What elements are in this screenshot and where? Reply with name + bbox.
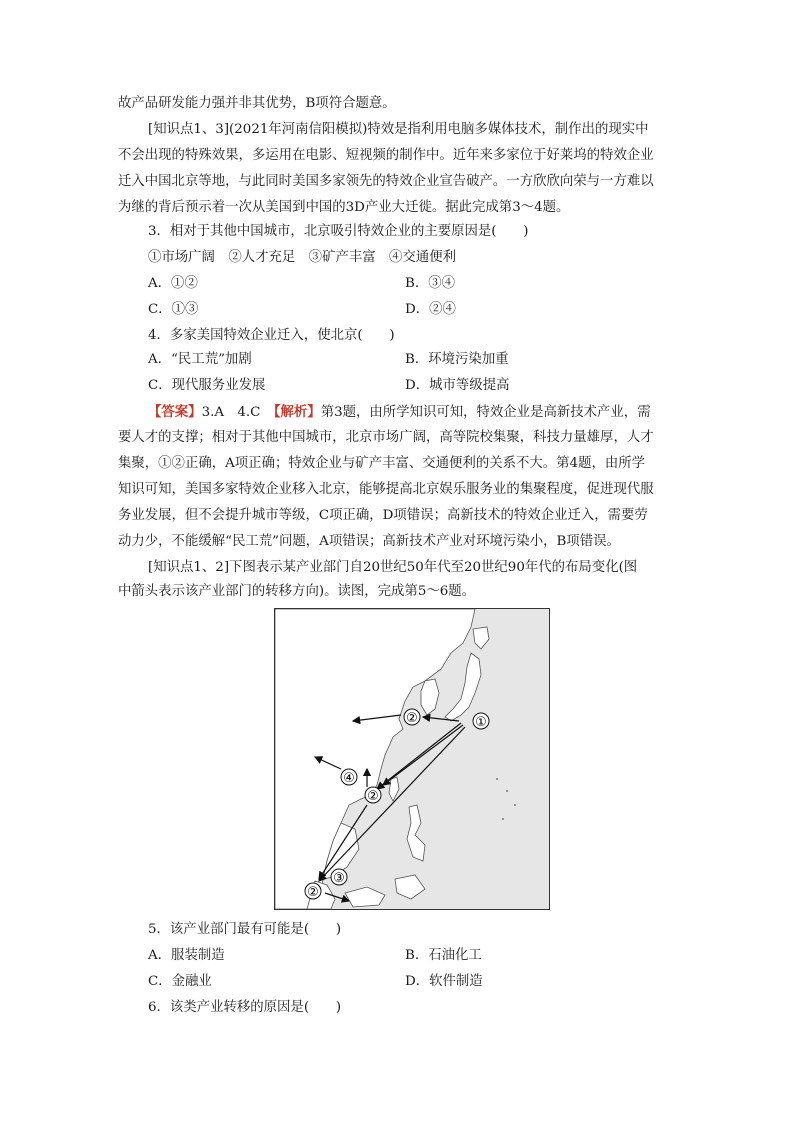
philippine-islands: [407, 805, 425, 861]
passage1-line-4: 为继的背后预示着一次从美国到中国的3D产业大迁徙。据此完成第3～4题。: [118, 200, 570, 215]
marker-southeast-asia: [331, 869, 347, 886]
analysis-line-5: 务业发展，但不会提升城市等级，C项正确，D项错误；高新技术的特效企业迁入，需要劳: [118, 508, 648, 523]
passage2-line-2: 中箭头表示该产业部门的转移方向)。读图，完成第5～6题。: [118, 584, 476, 599]
svg-text:②: ②: [367, 789, 379, 804]
question-3-option-a: A．①②: [148, 276, 198, 291]
question-4-option-d: D．城市等级提高: [405, 378, 510, 393]
answer-text: 3.A 4.C: [201, 405, 274, 420]
answer-line-1: [148, 400, 708, 425]
question-5-stem: 5．该产业部门最有可能是( ): [148, 922, 342, 937]
analysis-line-4: 知识可知，美国多家特效企业移入北京，能够提高北京娱乐服务业的集聚程度，促进现代服: [118, 482, 654, 497]
passage1-line-1: [知识点1、3](2021年河南信阳模拟)特效是指利用电脑多媒体技术，制作出的现实中: [148, 122, 649, 137]
svg-text:②: ②: [406, 711, 418, 726]
analysis-line-2: 要人才的支撑；相对于其他中国城市，北京市场广阔，高等院校集聚，科技力量雄厚，人才: [118, 430, 654, 445]
question-4-option-c: C．现代服务业发展: [148, 378, 266, 393]
question-3-items: ①市场广阔 ②人才充足 ③矿产丰富 ④交通便利: [148, 250, 456, 265]
malay-archipelago: [307, 875, 425, 909]
question-3-option-b: B．③④: [405, 276, 456, 291]
question-4-option-a: A．“民工荒”加剧: [148, 352, 252, 367]
analysis-line-3: 集聚，①②正确，A项正确；特效企业与矿产丰富、交通便利的关系不大。第4题，由所学: [118, 456, 646, 471]
analysis-tag: 【解析】: [273, 404, 321, 420]
question-5-option-a: A．服装制造: [148, 948, 225, 963]
intro-line: 故产品研发能力强并非其优势，B项符合题意。: [118, 96, 396, 111]
question-4-stem: 4．多家美国特效企业迁入，使北京( ): [148, 328, 395, 343]
passage1-line-2: 不会出现的特殊效果，多运用在电影、短视频的制作中。近年来多家位于好莱坞的特效企业: [118, 148, 654, 163]
svg-text:②: ②: [307, 885, 319, 900]
svg-text:③: ③: [333, 871, 345, 886]
question-4-option-b: B．环境污染加重: [405, 352, 509, 367]
question-3-option-c: C．①③: [148, 302, 199, 317]
svg-text:①: ①: [475, 715, 487, 730]
marker-singapore: [305, 883, 321, 900]
question-5-option-d: D．软件制造: [405, 974, 483, 989]
marker-japan: [473, 713, 489, 730]
question-6-stem: 6．该类产业转移的原因是( ): [148, 1000, 342, 1015]
industry-transfer-map: [274, 608, 550, 910]
marker-china-mainland: [341, 769, 357, 786]
marker-korea: [404, 709, 420, 726]
passage1-line-3: 迁入中国北京等地，与此同时美国多家领先的特效企业宣告破产。一方欣欣向荣与一方难以: [118, 174, 654, 189]
question-3-option-d: D．②④: [405, 302, 456, 317]
analysis-line-6: 动力少，不能缓解“民工荒”问题，A项错误；高新技术产业对环境污染小，B项错误。: [118, 534, 620, 549]
question-5-option-c: C．金融业: [148, 974, 212, 989]
analysis-first-line: 第3题，由所学知识可知，特效企业是高新技术产业，需: [320, 405, 651, 420]
passage2-line-1: [知识点1、2]下图表示某产业部门自20世纪50年代至20世纪90年代的布局变化(图: [148, 560, 638, 575]
question-5-option-b: B．石油化工: [405, 948, 482, 963]
svg-text:④: ④: [343, 771, 355, 786]
mainland-china: [275, 609, 475, 909]
marker-hongkong-taiwan: [365, 787, 381, 804]
map-svg: [275, 609, 549, 909]
question-3-stem: 3．相对于其他中国城市，北京吸引特效企业的主要原因是( ): [148, 224, 529, 239]
answer-tag: 【答案】: [148, 404, 202, 420]
korean-peninsula: [421, 679, 439, 715]
